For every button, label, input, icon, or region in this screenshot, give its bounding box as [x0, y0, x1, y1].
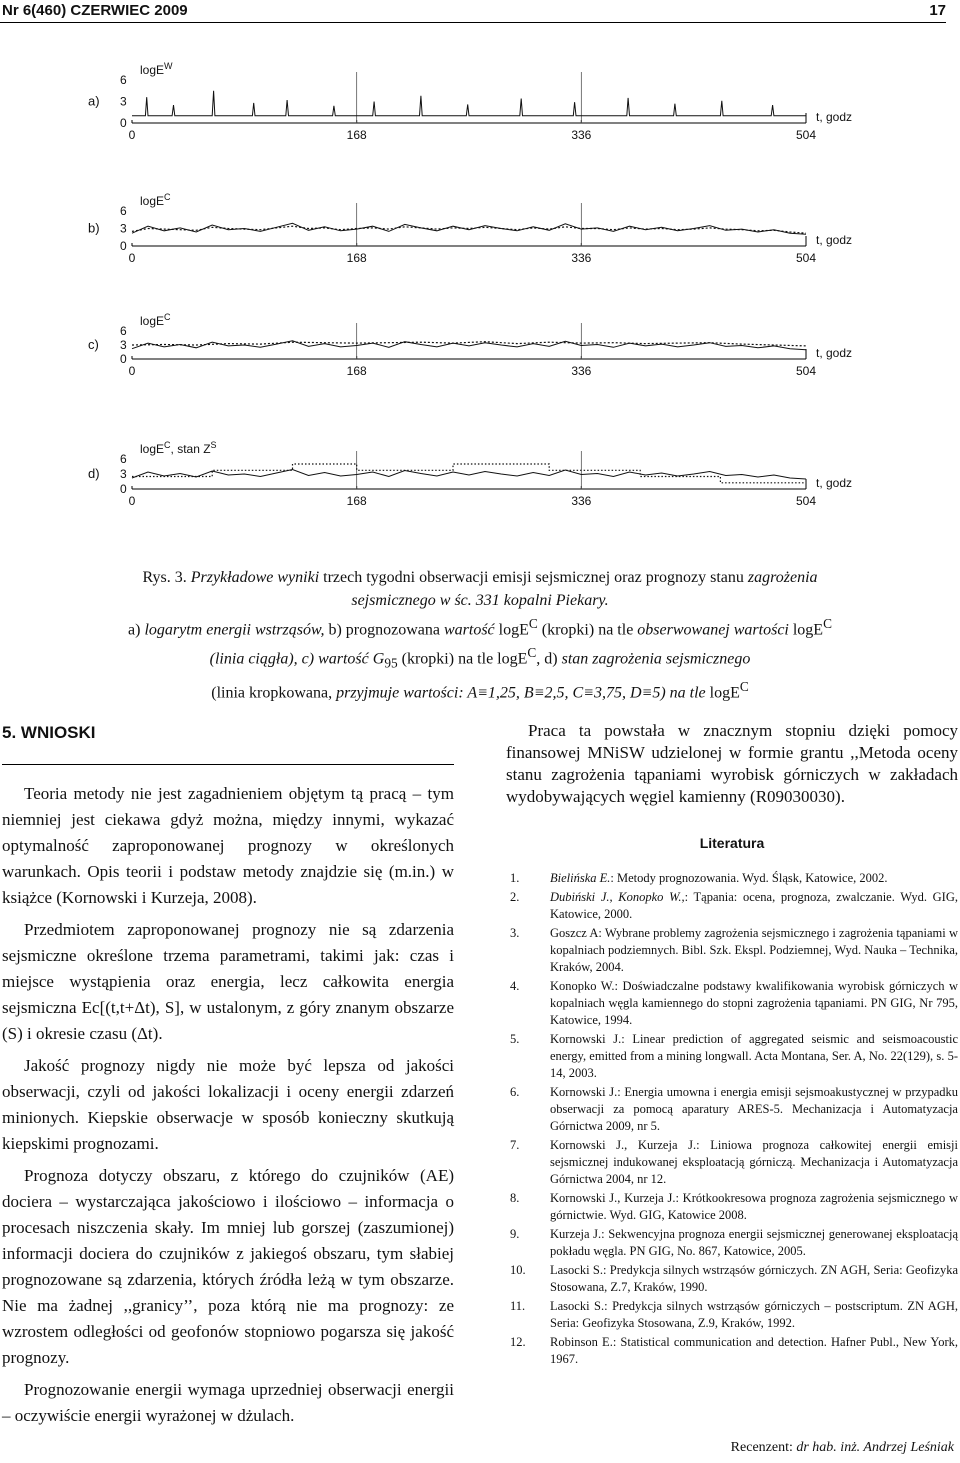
reference-text: : Tąpania: ocena, prognoza, zwalczanie. Wyd. GIG, Katowice, 2000. — [550, 890, 958, 921]
caption-line-1: Rys. 3. Przykładowe wyniki trzech tygodni obserwacji emisji sejsmicznej oraz prognozy stanu zagrożenia — [142, 569, 818, 586]
reference-text: Robinson E.: Statistical communication and detection. Hafner Publ., New York, 1967. — [550, 1335, 958, 1366]
x-tick-label: 168 — [346, 364, 367, 378]
conclusions-column — [2, 720, 454, 1435]
reference-item — [506, 1262, 958, 1296]
x-tick-label: 0 — [128, 251, 136, 265]
right-column — [506, 720, 958, 1370]
y-axis-label: logE$^C$ — [140, 312, 171, 328]
reference-item — [506, 925, 958, 976]
y-tick-label: 6 — [120, 204, 127, 218]
reference-item — [506, 870, 958, 887]
x-axis-label: t, godz — [816, 233, 853, 247]
x-axis-label: t, godz — [816, 110, 853, 124]
x-tick-label: 0 — [128, 494, 136, 508]
reference-text: Kurzeja J.: Sekwencyjna prognoza energii sejsmicznej generowanej eksploatacją pokładu węgla. PN GIG, No. 867, Katowice, 2005. — [550, 1227, 958, 1258]
figure-3-charts — [0, 26, 960, 566]
reference-number: 4. — [510, 979, 520, 993]
series-line-2 — [132, 464, 806, 483]
reference-text: Kornowski J., Kurzeja J.: Liniowa prognoza całkowitej energii emisji sejsmicznej indukowanej eksploatacją górniczą. Mechanizacja i Automatyzacja Górnictwa 2004, nr 12. — [550, 1138, 958, 1186]
reference-list — [506, 870, 958, 1368]
reference-item — [506, 889, 958, 923]
reference-text: : Metody prognozowania. Wyd. Śląsk, Katowice, 2002. — [610, 871, 888, 885]
reference-number: 3. — [510, 926, 520, 940]
reference-author: Dubiński J., Konopko W., — [550, 890, 685, 904]
reference-number: 7. — [510, 1138, 520, 1152]
x-tick-label: 0 — [128, 128, 136, 142]
section-rule — [2, 764, 454, 765]
paragraph-5: Prognozowanie energii wymaga uprzedniej obserwacji energii – oczywiście energii wyrażonej w dżulach. — [2, 1380, 454, 1425]
caption-line-4: (linia ciągła), c) wartość $G_{95}$ (kropki) na tle logE$^C$, d) stan zagrożenia sejsmicznego — [209, 645, 751, 671]
reviewer-note: Recenzent: dr hab. inż. Andrzej Leśniak — [730, 1440, 954, 1455]
panel-label: a) — [88, 93, 100, 109]
reference-number: 11. — [510, 1299, 526, 1313]
reference-text: Kornowski J.: Energia umowna i energia emisji sejsmoakustycznej w przypadku obserwacji za pomocą aparatury ARES-5. Mechanizacja i Automatyzacja Górnictwa 2009, nr 5. — [550, 1085, 958, 1133]
reference-item — [506, 1226, 958, 1260]
reference-number: 9. — [510, 1227, 520, 1241]
caption-line-2: sejsmicznego w śc. 331 kopalni Piekary. — [351, 592, 609, 609]
reference-item — [506, 1084, 958, 1135]
paragraph-3: Jakość prognozy nigdy nie może być lepsza od jakości obserwacji, czyli od jakości lokalizacji i oceny energii zdarzeń minionych. Kiepskie obserwacje w sposób konieczny skutkują kiepskimi prognozami. — [2, 1056, 454, 1153]
x-tick-label: 336 — [571, 494, 592, 508]
reference-item — [506, 978, 958, 1029]
x-tick-label: 336 — [571, 251, 592, 265]
y-tick-label: 6 — [120, 324, 127, 338]
panel-label: d) — [88, 466, 100, 481]
reference-item — [506, 1298, 958, 1332]
reference-text: Kornowski J.: Linear prediction of aggregated seismic and seismoacoustic energy, emitted from a mining longwall. Acta Montana, Ser. A, No. 22(129), s. 5-14, 2003. — [550, 1032, 958, 1080]
reference-number: 2. — [510, 890, 520, 904]
page-number: 17 — [929, 2, 946, 19]
reference-text: Lasocki S.: Predykcja silnych wstrząsów górniczych – postscriptum. ZN AGH, Seria: Geofizyka Stosowana, Z.9, Kraków, 1992. — [550, 1299, 958, 1330]
reference-item — [506, 1031, 958, 1082]
y-axis-label: logE$^W$ — [140, 61, 173, 77]
paragraph-2: Przedmiotem zaproponowanej prognozy nie są zdarzenia sejsmiczne określone trzema parametrami, takimi jak: czas i miejsce wystąpienia oraz energia, lecz całkowita energia sejsmiczna Ec[(t,t+Δt), S], w ustalonym, z góry znanym obszarze (S) i okresie czasu (Δt). — [2, 920, 454, 1043]
y-tick-label: 3 — [120, 338, 127, 352]
x-tick-label: 168 — [346, 251, 367, 265]
page-header — [0, 0, 960, 26]
paragraph-4: Prognoza dotyczy obszaru, z którego do czujników (AE) dociera – wystarczająca jakościowo i ilościowo – informacja o procesach niszczenia skały. Im mniej lub gorszej (zaszumionej) informacji dociera do czujników z jakiegoś obszaru, tym słabiej prognozowane są zdarzenia, których źródła leżą w tym obszarze. Nie ma żadnej ,,granicy’’, poza którą nie ma prognozy: ze wzrostem odległości od geofonów stopniowo pogarsza się jakość prognozy. — [2, 1166, 454, 1367]
y-tick-label: 3 — [120, 94, 127, 109]
reference-text: Goszcz A: Wybrane problemy zagrożenia sejsmicznego i zagrożenia tąpaniami w kopalniach podziemnych. Bibl. Szk. Ekspl. Podziemnej, Wyd. Nauka – Technika, Kraków, 2004. — [550, 926, 958, 974]
reference-text: Konopko W.: Doświadczalne podstawy kwalifikowania wyrobisk górniczych w kopalniach węgla kamiennego do stopni zagrożenia tąpaniami. PN GIG, Nr 795, Katowice, 1994. — [550, 979, 958, 1027]
caption-line-3: a) logarytm energii wstrząsów, b) prognozowana wartość logE$^C$ (kropki) na tle obserwowanej wartości logE$^C$ — [128, 616, 832, 639]
reference-number: 5. — [510, 1032, 520, 1046]
figure-caption — [40, 566, 920, 704]
x-tick-label: 504 — [795, 251, 817, 265]
header-rule — [0, 22, 946, 23]
literature-title: Literatura — [699, 835, 765, 851]
x-tick-label: 504 — [795, 364, 817, 378]
paragraph-1: Teoria metody nie jest zagadnieniem objętym tą pracą – tym niemniej jest ciekawa gdyż można, między innymi, wykazać optymalność zaproponowanej prognozy w określonych warunkach. Opis teorii i podstaw metody znajdzie się (m.in.) w książce (Kornowski i Kurzeja, 2008). — [2, 784, 454, 907]
x-tick-label: 168 — [346, 494, 367, 508]
reference-number: 10. — [510, 1263, 526, 1277]
y-tick-label: 0 — [120, 352, 127, 366]
reference-text: Kornowski J., Kurzeja J.: Krótkookresowa prognoza zagrożenia sejsmicznego w górnictwie. Wyd. GIG, Katowice 2008. — [550, 1191, 958, 1222]
reference-author: Bielińska E. — [550, 871, 611, 885]
x-tick-label: 336 — [571, 364, 592, 378]
panel-label: b) — [88, 220, 100, 236]
series-line-1 — [132, 470, 806, 480]
reference-text: Lasocki S.: Predykcja silnych wstrząsów górniczych. ZN AGH, Seria: Geofizyka Stosowana, Z.7, Kraków, 1990. — [550, 1263, 958, 1294]
y-tick-label: 0 — [120, 482, 127, 496]
y-tick-label: 3 — [120, 467, 127, 481]
acknowledgement: Praca ta powstała w znacznym stopniu dzięki pomocy finansowej MNiSW udzielonej w formie grantu ,,Metoda oceny stanu zagrożenia tąpaniami wyrobisk górniczych w zakładach wydobywających węgiel kamienny (R09030030). — [506, 721, 958, 806]
y-tick-label: 6 — [120, 73, 127, 87]
section-title: 5. WNIOSKI — [2, 723, 96, 742]
x-tick-label: 504 — [795, 494, 817, 508]
x-axis-label: t, godz — [816, 346, 853, 360]
series-line-1 — [132, 91, 806, 116]
x-tick-label: 336 — [571, 128, 592, 142]
reference-number: 8. — [510, 1191, 520, 1205]
y-axis-label: logE$^C$ — [140, 192, 171, 208]
y-tick-label: 6 — [120, 452, 127, 466]
y-tick-label: 0 — [120, 116, 127, 130]
x-tick-label: 0 — [128, 364, 136, 378]
y-tick-label: 3 — [120, 221, 127, 236]
panel-label: c) — [88, 337, 99, 352]
reference-item — [506, 1334, 958, 1368]
reference-item — [506, 1190, 958, 1224]
y-axis-label: logE$^C$, stan $Z^S$ — [140, 440, 217, 456]
reference-number: 12. — [510, 1335, 526, 1349]
y-tick-label: 0 — [120, 239, 127, 253]
caption-line-5: (linia kropkowana, przyjmuje wartości: A≡1,25, B≡2,5, C≡3,75, D≡5) na tle logE$^C$ — [211, 678, 749, 702]
reference-number: 6. — [510, 1085, 520, 1099]
x-tick-label: 168 — [346, 128, 367, 142]
reference-item — [506, 1137, 958, 1188]
reference-number: 1. — [510, 871, 520, 885]
journal-issue: Nr 6(460) CZERWIEC 2009 — [2, 2, 188, 19]
x-tick-label: 504 — [795, 128, 817, 142]
x-axis-label: t, godz — [816, 476, 853, 490]
